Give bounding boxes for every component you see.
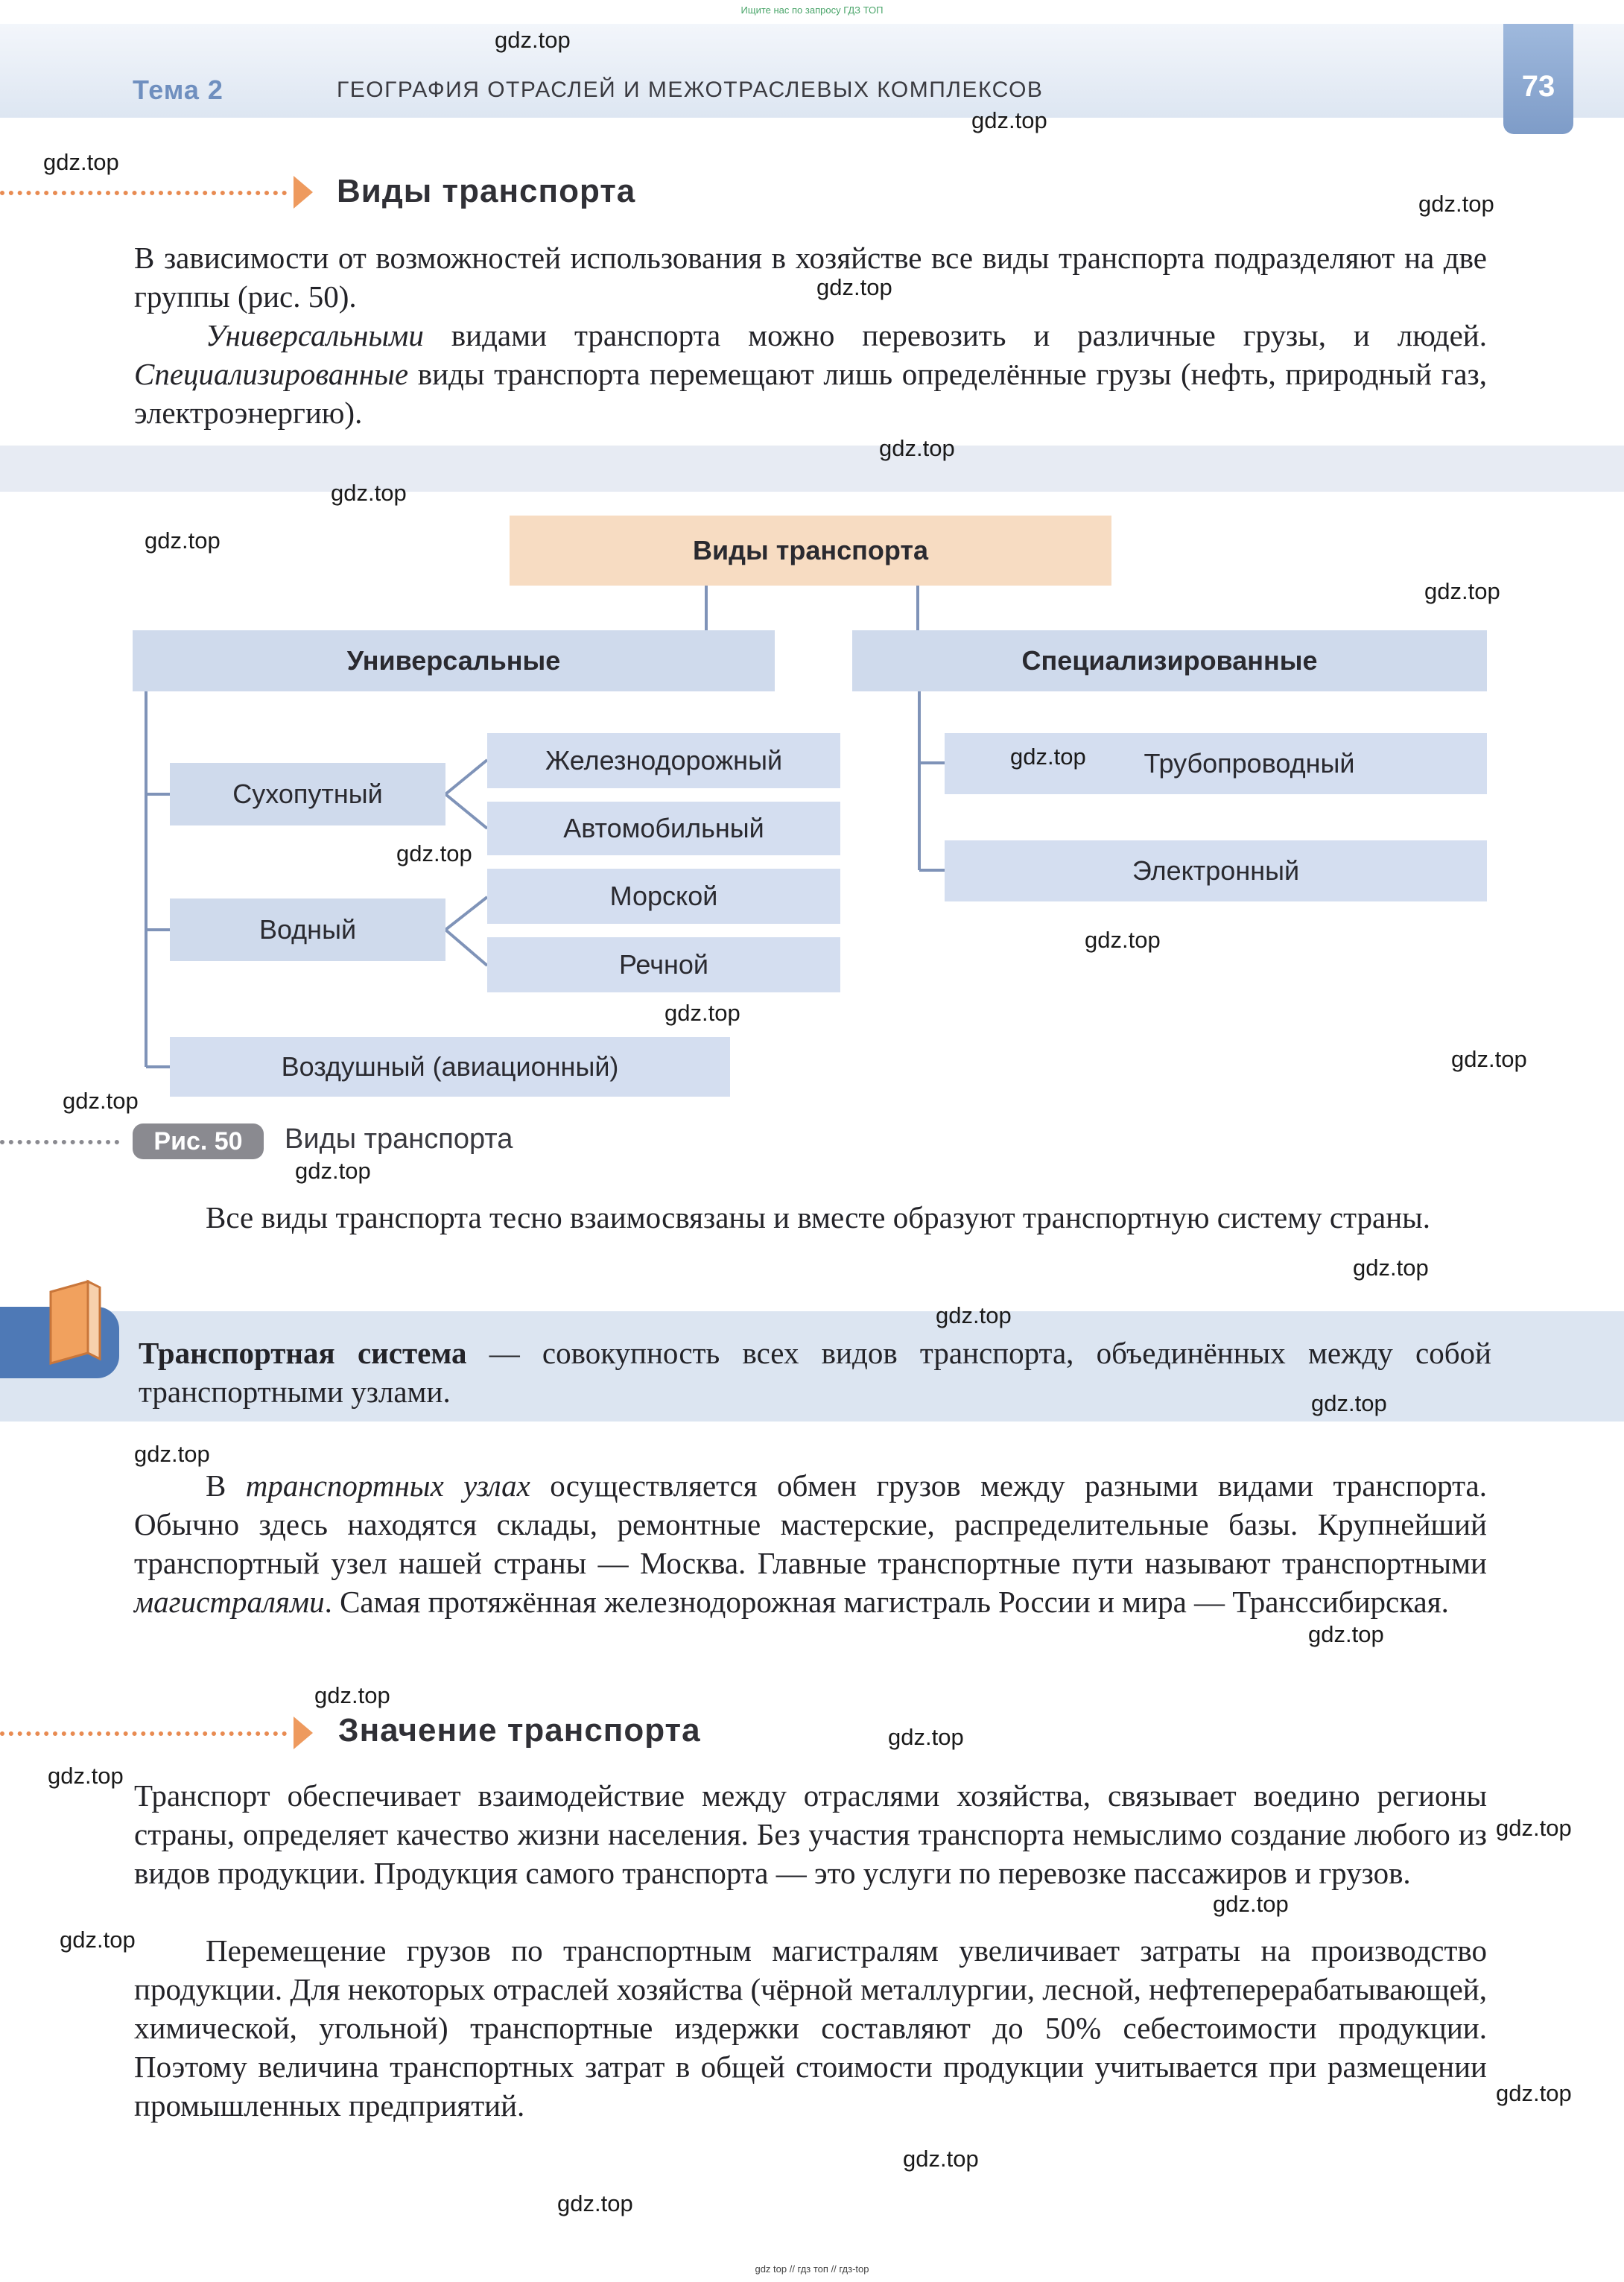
diagram-root-box: Виды транспорта xyxy=(510,516,1111,586)
watermark: gdz.top xyxy=(971,107,1047,133)
watermark: gdz.top xyxy=(60,1927,136,1953)
watermark: gdz.top xyxy=(43,149,119,175)
paragraph-groups-text: В зависимости от возможностей использования в хозяйстве все виды транспорта подразделяют на две группы (рис. 50). xyxy=(134,241,1487,314)
watermark: gdz.top xyxy=(396,840,472,866)
section-title-transport-importance: Значение транспорта xyxy=(338,1712,701,1749)
connector-water-children xyxy=(445,897,487,966)
page-number: 73 xyxy=(1521,70,1555,103)
section-title-transport-types: Виды транспорта xyxy=(337,173,636,209)
diagram-sea-box: Морской xyxy=(487,869,840,924)
diagram-air-box: Воздушный (авиационный) xyxy=(170,1037,730,1097)
watermark: gdz.top xyxy=(888,1724,964,1750)
diagram-universal-box: Универсальные xyxy=(133,630,775,691)
paragraph-universal-text-1: видами транспорта можно перевозить и различные грузы, и людей. xyxy=(423,318,1487,352)
connector-land-children xyxy=(445,760,487,828)
watermark: gdz.top xyxy=(1010,744,1086,770)
figure-badge: Рис. 50 xyxy=(133,1123,264,1159)
watermark: gdz.top xyxy=(63,1088,139,1114)
watermark: gdz.top xyxy=(903,2146,979,2172)
watermark: gdz.top xyxy=(1418,191,1494,217)
book-icon xyxy=(43,1278,110,1368)
theme-label: Тема 2 xyxy=(133,75,223,105)
section-divider-dots-2 xyxy=(0,1731,287,1736)
definition-body: — совокупность всех видов транспорта, объединённых между собой транспортными узлами. xyxy=(139,1336,1491,1409)
paragraph-system-text: Все виды транспорта тесно взаимосвязаны и вместе образуют транспортную систему страны. xyxy=(206,1200,1430,1235)
figure-caption: Виды транспорта xyxy=(285,1123,513,1155)
term-universal: Универсальными xyxy=(206,318,424,352)
watermark: gdz.top xyxy=(879,435,955,461)
diagram-auto-box: Автомобильный xyxy=(487,802,840,855)
watermark: gdz.top xyxy=(664,1000,740,1026)
paragraph-costs xyxy=(134,1931,1487,2125)
watermark: gdz.top xyxy=(936,1302,1012,1328)
caption-dots xyxy=(0,1140,119,1144)
running-title: ГЕОГРАФИЯ ОТРАСЛЕЙ И МЕЖОТРАСЛЕВЫХ КОМПЛЕКСОВ xyxy=(337,77,1044,102)
diagram-land-box: Сухопутный xyxy=(170,763,445,825)
top-note: Ищите нас по запросу ГДЗ ТОП xyxy=(740,4,884,16)
diagram-water-box: Водный xyxy=(170,898,445,961)
diagram-specialized-box: Специализированные xyxy=(852,630,1487,691)
watermark: gdz.top xyxy=(134,1441,210,1467)
watermark: gdz.top xyxy=(1496,1815,1572,1841)
watermark: gdz.top xyxy=(1213,1891,1289,1917)
paragraph-nodes xyxy=(134,1466,1487,1621)
term-transport-nodes: транспортных узлах xyxy=(245,1468,530,1503)
term-specialized: Специализированные xyxy=(134,357,409,391)
watermark: gdz.top xyxy=(495,27,571,53)
watermark: gdz.top xyxy=(48,1763,124,1789)
paragraph-nodes-text-3: . Самая протяжённая железнодорожная магистраль России и мира — Транссибирская. xyxy=(324,1585,1449,1619)
diagram-rail-box: Железнодорожный xyxy=(487,733,840,788)
paragraph-system xyxy=(134,1198,1487,1237)
watermark: gdz.top xyxy=(314,1682,390,1708)
watermark: gdz.top xyxy=(331,480,407,506)
paragraph-universal-text-2: виды транспорта перемещают лишь определённые грузы (нефть, природный газ, электроэнергию). xyxy=(134,357,1487,430)
watermark: gdz.top xyxy=(1353,1255,1429,1281)
diagram-river-box: Речной xyxy=(487,937,840,992)
watermark: gdz.top xyxy=(145,527,221,554)
watermark: gdz.top xyxy=(557,2190,633,2216)
definition-text xyxy=(139,1334,1491,1411)
watermark: gdz.top xyxy=(1496,2080,1572,2106)
paragraph-nodes-text-1: В xyxy=(206,1468,246,1503)
paragraph-nodes-text-2: осуществляется обмен грузов между разными видами транспорта. Обычно здесь находятся склады, ремонтные мастерские, распределительные базы. Крупнейший транспортный узел нашей страны — Москва. Главные транспортные пути называют транспортными xyxy=(134,1468,1487,1580)
watermark: gdz.top xyxy=(816,274,892,300)
term-highways: магистралями xyxy=(134,1585,325,1619)
watermark: gdz.top xyxy=(1311,1390,1387,1416)
watermark: gdz.top xyxy=(1085,927,1161,953)
diagram-pipeline-label: Трубопроводный xyxy=(1144,748,1355,779)
diagram-electronic-box: Электронный xyxy=(945,840,1487,901)
watermark: gdz.top xyxy=(1424,578,1500,604)
paragraph-importance-text: Транспорт обеспечивает взаимодействие между отраслями хозяйства, связывает воедино регионы страны, определяет качество жизни населения. Без участия транспорта немыслимо создание любого из видов продукции. Продукция самого транспорта — это услуги по перевозке пассажиров и грузов. xyxy=(134,1778,1487,1890)
watermark: gdz.top xyxy=(1308,1621,1384,1647)
paragraph-importance xyxy=(134,1776,1487,1892)
watermark: gdz.top xyxy=(295,1158,371,1184)
paragraph-costs-text: Перемещение грузов по транспортным магистралям увеличивает затраты на производство продукции. Для некоторых отраслей хозяйства (чёрной металлургии, лесной, нефтеперерабатывающей, химической, угольной) транспортные издержки составляют до 50% себестоимости продукции. Поэтому величина транспортных затрат в общей стоимости продукции учитывается при размещении промышленных предприятий. xyxy=(134,1933,1487,2123)
bottom-note: gdz top // гдз топ // гдз-top xyxy=(755,2263,869,2275)
watermark: gdz.top xyxy=(1451,1046,1527,1072)
section-arrow-icon-2 xyxy=(294,1717,313,1749)
definition-term: Транспортная система xyxy=(139,1336,467,1370)
